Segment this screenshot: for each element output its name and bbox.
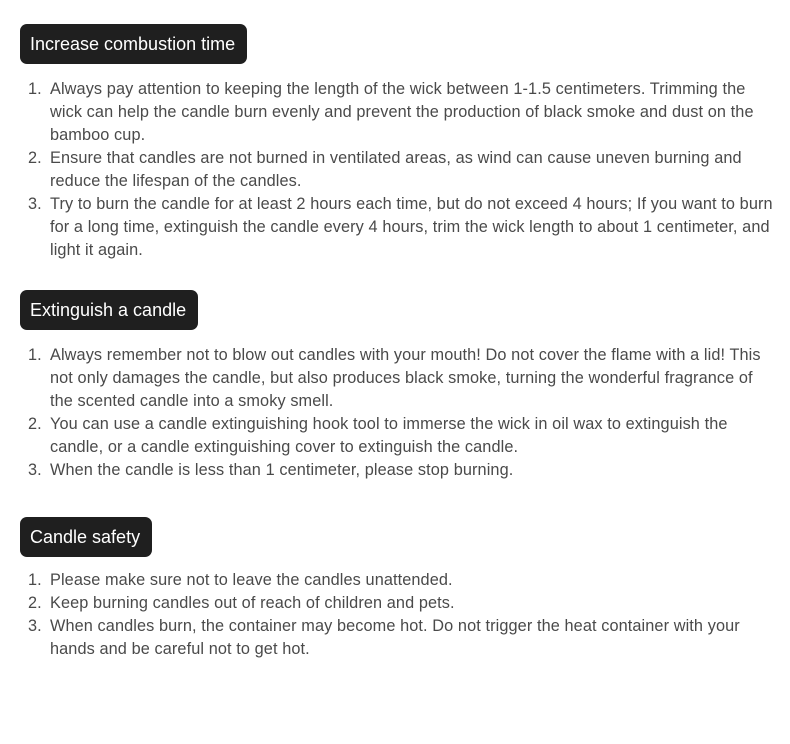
item-number: 3.: [28, 617, 42, 635]
item-text: Always remember not to blow out candles with your mouth! Do not cover the flame with a lid! This not only damages the candle, but also produces black smoke, turning the wonderful fragrance of the scented candle into a smoky smell.: [50, 346, 761, 410]
item-text: When candles burn, the container may become hot. Do not trigger the heat container with your hands and be careful not to get hot.: [50, 617, 740, 658]
item-text: Always pay attention to keeping the length of the wick between 1-1.5 centimeters. Trimming the wick can help the candle burn evenly and prevent the production of black smoke and dust on the bamboo cup.: [50, 80, 754, 144]
list-item: [28, 193, 778, 262]
item-number: 2.: [28, 594, 42, 612]
instruction-list: [28, 344, 778, 482]
item-text: Ensure that candles are not burned in ventilated areas, as wind can cause uneven burning and reduce the lifespan of the candles.: [50, 149, 742, 190]
instruction-list: [28, 569, 778, 661]
section-heading: Increase combustion time: [20, 24, 247, 64]
list-item: [28, 569, 778, 592]
item-text: Try to burn the candle for at least 2 hours each time, but do not exceed 4 hours; If you want to burn for a long time, extinguish the candle every 4 hours, trim the wick length to about 1 centimeter, and light it again.: [50, 195, 773, 259]
item-number: 1.: [28, 346, 42, 364]
list-item: [28, 459, 778, 482]
list-item: [28, 413, 778, 459]
list-item: [28, 592, 778, 615]
item-text: Please make sure not to leave the candles unattended.: [50, 571, 453, 589]
item-text: You can use a candle extinguishing hook tool to immerse the wick in oil wax to extinguish the candle, or a candle extinguishing cover to extinguish the candle.: [50, 415, 728, 456]
item-number: 3.: [28, 461, 42, 479]
list-item: [28, 147, 778, 193]
list-item: [28, 78, 778, 147]
section-heading: Candle safety: [20, 517, 152, 557]
item-number: 1.: [28, 80, 42, 98]
item-number: 2.: [28, 415, 42, 433]
list-item: [28, 344, 778, 413]
item-number: 1.: [28, 571, 42, 589]
instruction-list: [28, 78, 778, 262]
item-number: 2.: [28, 149, 42, 167]
item-text: Keep burning candles out of reach of children and pets.: [50, 594, 455, 612]
list-item: [28, 615, 778, 661]
section-heading: Extinguish a candle: [20, 290, 198, 330]
item-number: 3.: [28, 195, 42, 213]
item-text: When the candle is less than 1 centimeter, please stop burning.: [50, 461, 514, 479]
